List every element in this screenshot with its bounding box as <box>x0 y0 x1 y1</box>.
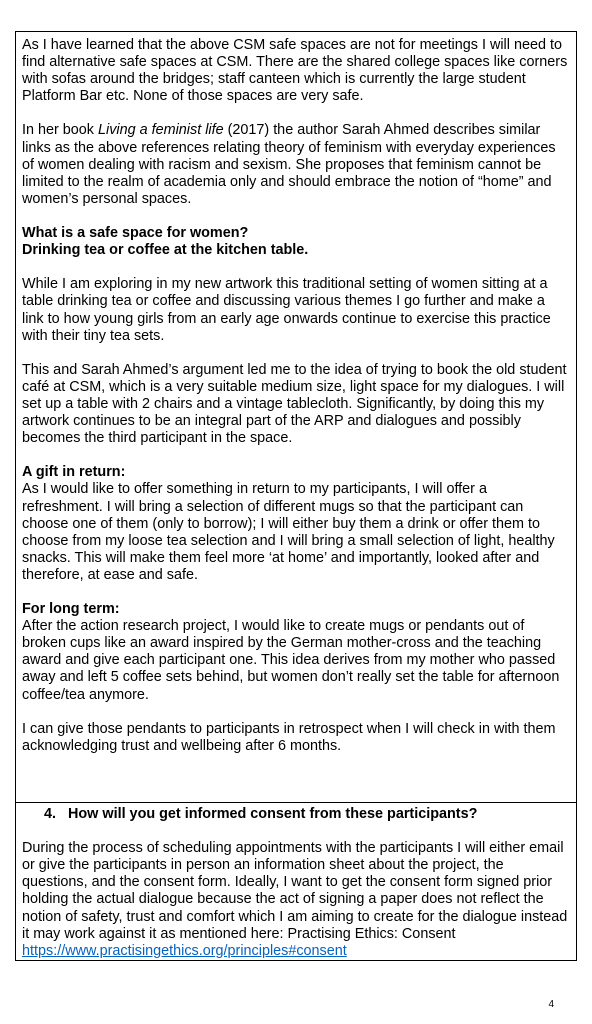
paragraph-ahmed-before: In her book <box>22 122 99 139</box>
previous-answer-cell <box>16 32 576 803</box>
heading-long-term: For long term: <box>22 601 120 618</box>
paragraph-pendants: After the action research project, I would like to create mugs or pendants out of broken cups like an award inspired by the German mother-cross and the teaching award and give each participant one. This idea derives from my mother who passed away and left 5 coffee sets behind, but women don’t really set the table for afternoon coffee/tea anymore. <box>22 618 560 703</box>
consent-heading <box>22 806 570 823</box>
practising-ethics-link[interactable]: https://www.practisingethics.org/principles#consent <box>22 942 347 959</box>
heading-kitchen-table: Drinking tea or coffee at the kitchen table. <box>22 242 309 259</box>
page-number: 4 <box>548 999 554 1010</box>
paragraph-retrospect: I can give those pendants to participants in retrospect when I will check in with them acknowledging trust and wellbeing after 6 months. <box>22 720 556 754</box>
paragraph-consent <box>22 840 570 960</box>
consent-cell <box>16 803 576 960</box>
consent-heading-text: How will you get informed consent from these participants? <box>68 806 478 822</box>
paragraph-ahmed-book <box>22 122 570 207</box>
heading-gift: A gift in return: <box>22 464 126 481</box>
question-number: 4. <box>44 806 57 822</box>
form-table <box>15 31 577 961</box>
consent-text: During the process of scheduling appointments with the participants I will either email or give the participants in person an information sheet about the project, the questions, and the consent form. Ideally, I want to get the consent form signed prior holding the actual dialogue because the act of signing a paper does not reflect the notion of safety, trust and comfort which I am aiming to create for the dialogue instead it may work against it as mentioned here: Practising Ethics: Consent <box>22 840 568 942</box>
book-title: Living a feminist life <box>98 122 224 139</box>
paragraph-gift: As I would like to offer something in return to my participants, I will offer a refreshment. I will bring a selection of different mugs so that the participant can choose one of them (only to borrow); I will either buy them a drink or offer them to choose from my loose tea selection and I will bring a small selection of light, healthy snacks. This will make them feel more ‘at home’ and importantly, looked after and therefore, at ease and safe. <box>22 481 555 583</box>
paragraph-student-cafe: This and Sarah Ahmed’s argument led me to the idea of trying to book the old student café at CSM, which is a very suitable medium size, light space for my dialogues. I will set up a table with 2 chairs and a vintage tablecloth. Significantly, by doing this my artwork continues to be an integral part of the ARP and dialogues and possibly becomes the third participant in the space. <box>22 361 567 447</box>
paragraph-ahmed-after: (2017) the author Sarah Ahmed describes similar links as the above references relating theory of feminism with everyday experiences of women dealing with racism and sexism. She proposes that feminism cannot be limited to the realm of academia only and should embrace the notion of “home” and women’s personal spaces. <box>22 122 556 207</box>
heading-safe-space: What is a safe space for women? <box>22 225 249 242</box>
paragraph-tea-sets: While I am exploring in my new artwork this traditional setting of women sitting at a table drinking tea or coffee and discussing various themes I go further and make a link to how young girls from an early age onwards continue to exercise this practice with their tiny tea sets. <box>22 276 551 344</box>
paragraph-safe-spaces: As I have learned that the above CSM safe spaces are not for meetings I will need to find alternative safe spaces at CSM. There are the shared college spaces like corners with sofas around the bridges; staff canteen which is currently the large student Platform Bar etc. None of those spaces are very safe. <box>22 37 568 105</box>
